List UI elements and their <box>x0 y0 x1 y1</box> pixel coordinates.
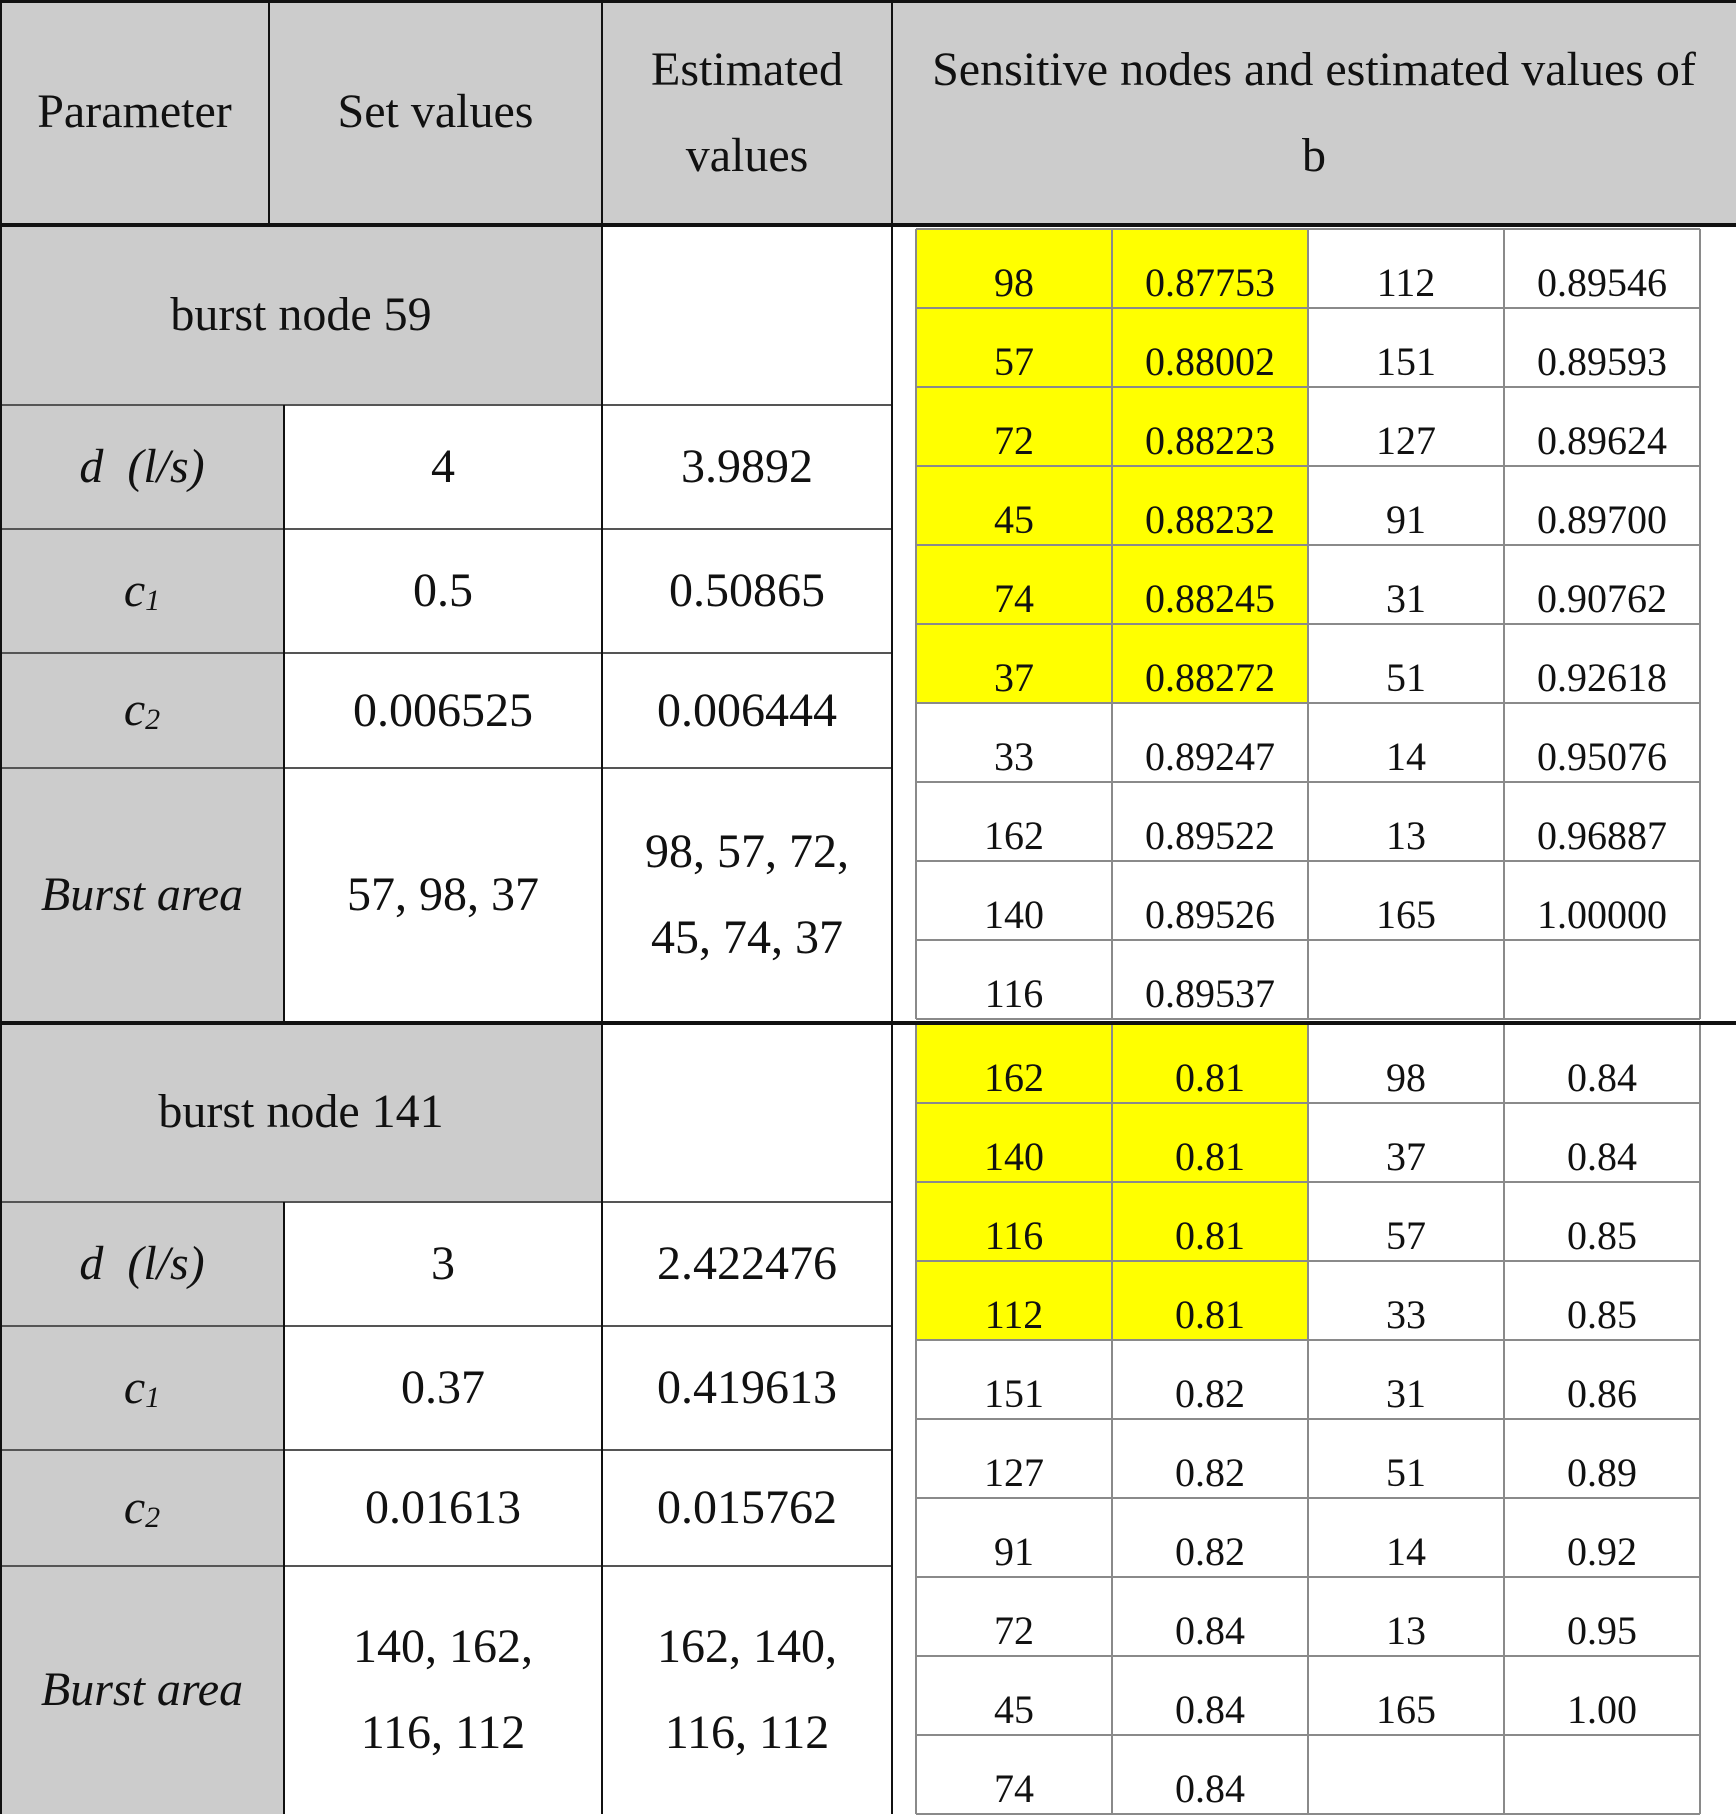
rule-thin <box>0 767 892 769</box>
parameter-symbol: c <box>123 1360 146 1414</box>
sensitive-node-id-text: 13 <box>1386 1608 1426 1653</box>
grid-line-h <box>916 386 1700 388</box>
sensitive-node-id <box>1308 466 1504 545</box>
sensitive-b-value <box>1112 545 1308 624</box>
sensitive-node-id <box>916 1419 1112 1498</box>
parameter-label <box>0 1450 284 1566</box>
sensitive-node-id-text: 165 <box>1376 1687 1436 1732</box>
header-sensitive-line1: Sensitive nodes and estimated values of <box>932 42 1696 96</box>
sensitive-node-id-text: 116 <box>984 971 1044 1016</box>
parameter-symbol: c <box>123 1480 146 1534</box>
sensitive-b-value-text: 0.89593 <box>1537 339 1667 384</box>
section-title <box>0 1022 602 1202</box>
sensitive-node-id-text: 31 <box>1386 576 1426 621</box>
sensitive-b-value-text: 0.82 <box>1175 1529 1245 1574</box>
sensitive-node-id-text: 151 <box>984 1371 1044 1416</box>
parameter-symbol: c <box>123 563 146 617</box>
set-value-line: 0.5 <box>413 564 473 617</box>
sensitive-node-id <box>916 782 1112 861</box>
estimated-value-line: 2.422476 <box>657 1237 837 1290</box>
sensitive-node-id-text: 165 <box>1376 892 1436 937</box>
sensitive-node-id <box>916 308 1112 387</box>
sensitive-b-value <box>1112 387 1308 466</box>
sensitive-b-value <box>1504 703 1700 782</box>
estimated-value-line: 0.006444 <box>657 683 837 737</box>
estimated-value-line: 3.9892 <box>681 440 813 493</box>
rule-thick <box>0 0 1736 3</box>
estimated-value-line: 0.015762 <box>657 1481 837 1534</box>
sensitive-b-value <box>1112 1577 1308 1656</box>
rule-thin <box>0 404 892 406</box>
estimated-value-line: 162, 140, <box>657 1620 837 1673</box>
rule-vertical <box>268 0 270 225</box>
sensitive-b-value <box>1504 229 1700 308</box>
sensitive-b-value-text: 1.00 <box>1567 1687 1637 1732</box>
grid-line-h <box>916 1655 1700 1657</box>
sensitive-node-id <box>916 1261 1112 1340</box>
sensitive-node-id <box>916 624 1112 703</box>
sensitive-b-value-text: 1.00000 <box>1537 892 1667 937</box>
sensitive-node-id-text: 91 <box>1386 497 1426 542</box>
sensitive-b-value-text: 0.84 <box>1175 1766 1245 1811</box>
sensitive-b-value <box>1504 1735 1700 1814</box>
sensitive-node-id-text: 116 <box>984 1213 1044 1258</box>
sensitive-node-id <box>1308 1182 1504 1261</box>
grid-line-h <box>916 702 1700 704</box>
sensitive-node-id <box>916 940 1112 1019</box>
sensitive-node-id <box>916 703 1112 782</box>
sensitive-b-value <box>1112 861 1308 940</box>
sensitive-node-id <box>1308 387 1504 466</box>
sensitive-node-id <box>1308 1261 1504 1340</box>
header-set-values <box>269 0 602 225</box>
set-value <box>284 653 602 768</box>
sensitive-b-value-text: 0.89247 <box>1145 734 1275 779</box>
parameter-subscript: 2 <box>145 703 161 737</box>
set-value-line: 3 <box>431 1237 455 1290</box>
sensitive-node-id <box>1308 703 1504 782</box>
sensitive-b-value-text: 0.84 <box>1175 1608 1245 1653</box>
parameter-subscript: 2 <box>145 1500 161 1534</box>
estimated-value <box>602 1566 892 1814</box>
sensitive-b-value-text: 0.89537 <box>1145 971 1275 1016</box>
rule-vertical <box>283 1202 285 1814</box>
sensitive-node-id <box>1308 1340 1504 1419</box>
sensitive-node-id <box>916 1182 1112 1261</box>
sensitive-node-id-text: 140 <box>984 892 1044 937</box>
header-estimated-line2: values <box>685 128 809 182</box>
set-value-line: 57, 98, 37 <box>347 868 539 921</box>
sensitive-b-value <box>1112 229 1308 308</box>
sensitive-b-value <box>1112 1103 1308 1182</box>
set-value-line: 140, 162, <box>353 1620 533 1673</box>
header-sensitive-nodes <box>892 0 1736 225</box>
sensitive-node-id-text: 98 <box>1386 1055 1426 1100</box>
estimated-value <box>602 1202 892 1326</box>
parameter-label <box>0 1326 284 1450</box>
grid-line-h <box>916 1018 1700 1020</box>
sensitive-b-value-text: 0.95076 <box>1537 734 1667 779</box>
parameter-label <box>0 1566 284 1814</box>
sensitive-node-id-text: 112 <box>984 1292 1044 1337</box>
estimated-value <box>602 653 892 768</box>
sensitive-b-value <box>1112 940 1308 1019</box>
sensitive-node-id <box>1308 1735 1504 1814</box>
sensitive-node-id <box>916 466 1112 545</box>
rule-thin <box>0 652 892 654</box>
sensitive-b-value-text: 0.95 <box>1567 1608 1637 1653</box>
sensitive-node-id-text: 74 <box>994 576 1034 621</box>
grid-line-h <box>916 1734 1700 1736</box>
sensitive-node-id-text: 14 <box>1386 1529 1426 1574</box>
sensitive-node-id <box>1308 624 1504 703</box>
estimated-value <box>602 768 892 1022</box>
sensitive-b-value-text: 0.90762 <box>1537 576 1667 621</box>
sensitive-b-value-text: 0.89526 <box>1145 892 1275 937</box>
header-set-values-label: Set values <box>337 85 534 139</box>
sensitive-b-value <box>1504 624 1700 703</box>
set-value-line: 4 <box>431 440 455 493</box>
sensitive-node-id <box>916 1498 1112 1577</box>
section-title-text: burst node 59 <box>170 287 432 341</box>
sensitive-b-value <box>1112 308 1308 387</box>
grid-line-h <box>916 228 1700 230</box>
sensitive-b-value <box>1504 1024 1700 1103</box>
sensitive-b-value-text: 0.82 <box>1175 1450 1245 1495</box>
sensitive-node-id <box>916 387 1112 466</box>
sensitive-b-value <box>1504 545 1700 624</box>
rule-thick <box>0 223 1736 227</box>
sensitive-b-value <box>1504 1577 1700 1656</box>
sensitive-b-value <box>1504 308 1700 387</box>
sensitive-node-id <box>916 1577 1112 1656</box>
parameter-symbol: Burst area <box>40 1662 244 1716</box>
sensitive-node-id-text: 127 <box>1376 418 1436 463</box>
parameter-label <box>0 529 284 653</box>
sensitive-b-value-text: 0.81 <box>1175 1055 1245 1100</box>
sensitive-b-value-text: 0.85 <box>1567 1213 1637 1258</box>
parameter-symbol: d <box>79 1236 104 1290</box>
rule-thin <box>0 1201 892 1203</box>
sensitive-node-id-text: 33 <box>1386 1292 1426 1337</box>
sensitive-b-value <box>1112 1419 1308 1498</box>
sensitive-b-value-text: 0.85 <box>1567 1292 1637 1337</box>
sensitive-node-id <box>916 1340 1112 1419</box>
sensitive-b-value-text: 0.86 <box>1567 1371 1637 1416</box>
grid-line-h <box>916 623 1700 625</box>
section-title-empty-cell <box>602 1022 892 1202</box>
sensitive-b-value <box>1504 1182 1700 1261</box>
grid-line-h <box>916 307 1700 309</box>
sensitive-b-value <box>1112 1735 1308 1814</box>
sensitive-b-value <box>1504 1103 1700 1182</box>
sensitive-node-id-text: 74 <box>994 1766 1034 1811</box>
grid-line-h <box>916 465 1700 467</box>
sensitive-b-value-text: 0.84 <box>1567 1134 1637 1179</box>
sensitive-b-value-text: 0.88272 <box>1145 655 1275 700</box>
sensitive-b-value <box>1112 1340 1308 1419</box>
header-estimated-values <box>602 0 892 225</box>
spacer <box>103 430 127 504</box>
rule-thin <box>0 528 892 530</box>
sensitive-b-value-text: 0.92618 <box>1537 655 1667 700</box>
sensitive-b-value <box>1504 1498 1700 1577</box>
sensitive-b-value-text: 0.84 <box>1567 1055 1637 1100</box>
sensitive-node-id-text: 33 <box>994 734 1034 779</box>
rule-thin <box>0 1449 892 1451</box>
sensitive-node-id-text: 72 <box>994 418 1034 463</box>
estimated-value-line: 98, 57, 72, <box>645 825 849 878</box>
header-parameter <box>0 0 269 225</box>
sensitive-b-value-text: 0.89624 <box>1537 418 1667 463</box>
sensitive-node-id <box>916 1656 1112 1735</box>
sensitive-node-id <box>1308 940 1504 1019</box>
parameter-label <box>0 653 284 768</box>
sensitive-node-id <box>916 545 1112 624</box>
parameter-symbol: d <box>79 439 104 493</box>
parameter-unit: (l/s) <box>127 439 205 493</box>
sensitive-b-value <box>1112 703 1308 782</box>
sensitive-b-value-text: 0.87753 <box>1145 260 1275 305</box>
sensitive-b-value-text: 0.88245 <box>1145 576 1275 621</box>
section-title-empty-cell <box>602 225 892 405</box>
sensitive-node-id-text: 45 <box>994 497 1034 542</box>
estimated-value <box>602 1450 892 1566</box>
sensitive-node-id <box>1308 1103 1504 1182</box>
sensitive-b-value-text: 0.89546 <box>1537 260 1667 305</box>
rule-vertical <box>283 405 285 1022</box>
rule-thin <box>0 1325 892 1327</box>
parameter-unit: (l/s) <box>127 1236 205 1290</box>
rule-thin <box>0 1565 892 1567</box>
sensitive-node-id <box>916 861 1112 940</box>
estimated-value-line: 116, 112 <box>664 1706 830 1759</box>
sensitive-node-id-text: 37 <box>994 655 1034 700</box>
sensitive-node-id-text: 127 <box>984 1450 1044 1495</box>
sensitive-b-value <box>1504 940 1700 1019</box>
set-value <box>284 529 602 653</box>
header-sensitive-line2: b <box>1302 128 1326 182</box>
sensitive-b-value <box>1112 1498 1308 1577</box>
set-value <box>284 405 602 529</box>
estimated-value-line: 45, 74, 37 <box>651 911 843 964</box>
sensitive-node-id-text: 51 <box>1386 1450 1426 1495</box>
parameter-label <box>0 405 284 529</box>
sensitive-node-id <box>1308 1024 1504 1103</box>
section-title <box>0 225 602 405</box>
sensitive-b-value-text: 0.96887 <box>1537 813 1667 858</box>
sensitive-node-id-text: 13 <box>1386 813 1426 858</box>
sensitive-node-id <box>1308 229 1504 308</box>
sensitive-b-value-text: 0.84 <box>1175 1687 1245 1732</box>
sensitive-b-value-text: 0.82 <box>1175 1371 1245 1416</box>
parameter-symbol: c <box>123 683 146 737</box>
grid-line-h <box>916 781 1700 783</box>
set-value <box>284 768 602 1022</box>
rule-thick <box>0 1021 1736 1025</box>
sensitive-node-id-text: 151 <box>1376 339 1436 384</box>
parameter-subscript: 1 <box>145 1380 161 1414</box>
sensitive-b-value <box>1504 466 1700 545</box>
sensitive-b-value <box>1112 466 1308 545</box>
sensitive-b-value-text: 0.81 <box>1175 1134 1245 1179</box>
sensitive-node-id <box>1308 1577 1504 1656</box>
sensitive-node-id <box>1308 308 1504 387</box>
sensitive-b-value-text: 0.81 <box>1175 1213 1245 1258</box>
sensitive-node-id <box>1308 782 1504 861</box>
sensitive-node-id <box>1308 861 1504 940</box>
grid-line-h <box>916 939 1700 941</box>
sensitive-node-id-text: 112 <box>1376 260 1436 305</box>
sensitive-node-id <box>1308 1419 1504 1498</box>
sensitive-node-id-text: 57 <box>994 339 1034 384</box>
sensitive-b-value-text: 0.88232 <box>1145 497 1275 542</box>
sensitive-b-value-text: 0.89522 <box>1145 813 1275 858</box>
grid-line-h <box>916 544 1700 546</box>
parameter-subscript: 1 <box>145 583 161 617</box>
grid-line-h <box>916 1181 1700 1183</box>
sensitive-b-value <box>1504 1340 1700 1419</box>
estimated-value <box>602 529 892 653</box>
header-estimated-line1: Estimated <box>651 42 843 96</box>
grid-line-h <box>916 1576 1700 1578</box>
sensitive-node-id-text: 162 <box>984 1055 1044 1100</box>
sensitive-b-value-text: 0.92 <box>1567 1529 1637 1574</box>
sensitive-b-value <box>1112 1024 1308 1103</box>
set-value-line: 116, 112 <box>360 1706 526 1759</box>
sensitive-b-value <box>1504 1419 1700 1498</box>
sensitive-b-value <box>1504 861 1700 940</box>
sensitive-node-id-text: 51 <box>1386 655 1426 700</box>
rule-vertical <box>891 0 893 1814</box>
rule-vertical <box>0 0 2 1814</box>
sensitive-b-value-text: 0.89 <box>1567 1450 1637 1495</box>
estimated-value <box>602 1326 892 1450</box>
sensitive-node-id <box>1308 1498 1504 1577</box>
sensitive-node-id-text: 162 <box>984 813 1044 858</box>
sensitive-node-id-text: 14 <box>1386 734 1426 779</box>
set-value-line: 0.006525 <box>353 683 533 737</box>
sensitive-node-id-text: 37 <box>1386 1134 1426 1179</box>
sensitive-b-value <box>1112 1656 1308 1735</box>
grid-line-h <box>916 860 1700 862</box>
sensitive-b-value <box>1504 387 1700 466</box>
grid-line-h <box>916 1418 1700 1420</box>
sensitive-b-value <box>1112 1182 1308 1261</box>
sensitive-b-value-text: 0.88223 <box>1145 418 1275 463</box>
sensitive-node-id <box>916 1024 1112 1103</box>
set-value-line: 0.37 <box>401 1361 485 1414</box>
sensitive-b-value-text: 0.89700 <box>1537 497 1667 542</box>
rule-vertical <box>601 0 603 1814</box>
sensitive-b-value <box>1112 624 1308 703</box>
sensitive-node-id-text: 140 <box>984 1134 1044 1179</box>
sensitive-node-id-text: 91 <box>994 1529 1034 1574</box>
grid-line-h <box>916 1339 1700 1341</box>
sensitive-b-value <box>1504 1261 1700 1340</box>
estimated-value <box>602 405 892 529</box>
set-value <box>284 1202 602 1326</box>
sensitive-b-value-text: 0.88002 <box>1145 339 1275 384</box>
spacer <box>103 1227 127 1301</box>
parameter-label <box>0 1202 284 1326</box>
set-value <box>284 1450 602 1566</box>
sensitive-b-value-text: 0.81 <box>1175 1292 1245 1337</box>
sensitive-node-id-text: 45 <box>994 1687 1034 1732</box>
grid-line-h <box>916 1260 1700 1262</box>
sensitive-node-id-text: 98 <box>994 260 1034 305</box>
sensitive-b-value <box>1112 1261 1308 1340</box>
estimated-value-line: 0.419613 <box>657 1361 837 1414</box>
sensitive-node-id <box>1308 545 1504 624</box>
sensitive-node-id <box>916 229 1112 308</box>
section-title-text: burst node 141 <box>158 1084 444 1138</box>
sensitive-node-id-text: 72 <box>994 1608 1034 1653</box>
estimated-value-line: 0.50865 <box>669 564 825 617</box>
sensitive-b-value <box>1504 1656 1700 1735</box>
grid-line-h <box>916 1102 1700 1104</box>
set-value <box>284 1566 602 1814</box>
set-value <box>284 1326 602 1450</box>
header-parameter-label: Parameter <box>37 85 232 139</box>
set-value-line: 0.01613 <box>365 1481 521 1534</box>
sensitive-node-id <box>916 1735 1112 1814</box>
parameter-label <box>0 768 284 1022</box>
sensitive-node-id <box>916 1103 1112 1182</box>
sensitive-node-id <box>1308 1656 1504 1735</box>
sensitive-node-id-text: 31 <box>1386 1371 1426 1416</box>
grid-line-h <box>916 1497 1700 1499</box>
sensitive-b-value <box>1504 782 1700 861</box>
parameter-symbol: Burst area <box>40 867 244 921</box>
sensitive-node-id-text: 57 <box>1386 1213 1426 1258</box>
sensitive-b-value <box>1112 782 1308 861</box>
